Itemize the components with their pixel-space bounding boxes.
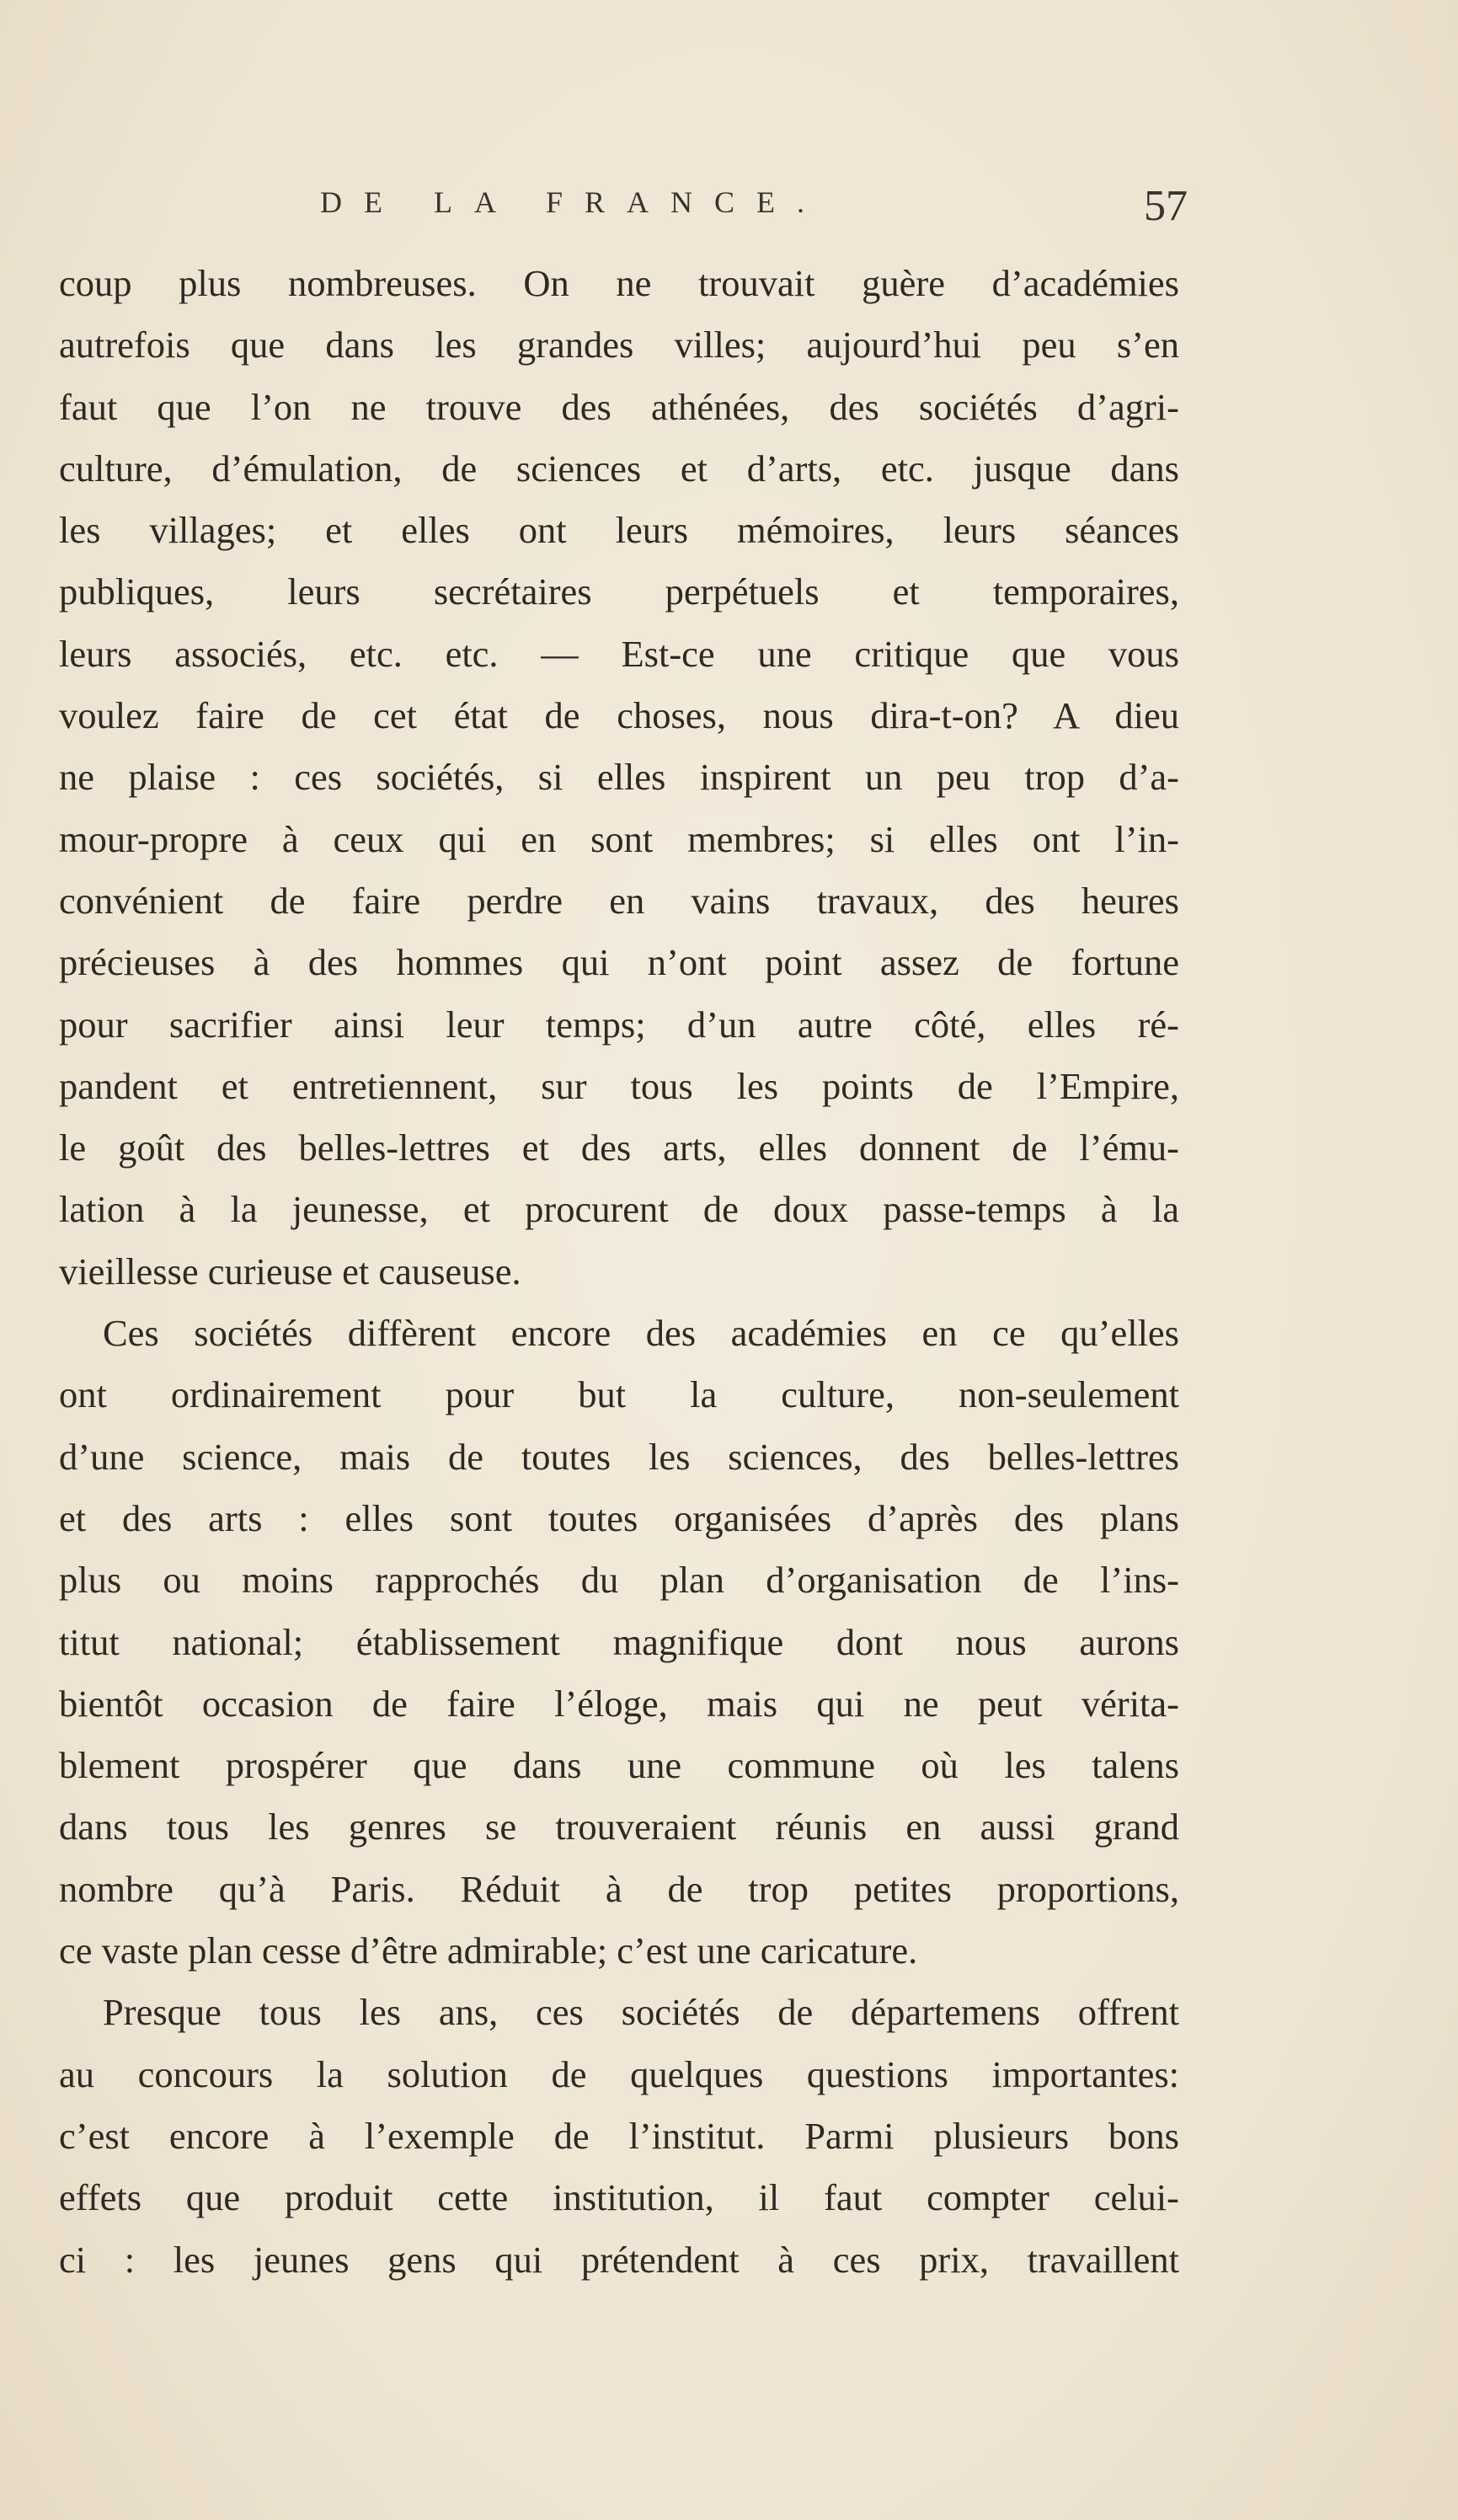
text-line: voulez faire de cet état de choses, nous dira-t-on? A dieu — [59, 694, 1179, 737]
text-line: plus ou moins rapprochés du plan d’organisation de l’ins- — [59, 1559, 1179, 1602]
text-line: autrefois que dans les grandes villes; aujourd’hui peu s’en — [59, 324, 1179, 366]
text-line: pandent et entretiennent, sur tous les points de l’Empire, — [59, 1064, 1179, 1107]
text-line: ci : les jeunes gens qui prétendent à ces prix, travaillent — [59, 2238, 1179, 2281]
text-line: mour-propre à ceux qui en sont membres; si elles ont l’in- — [59, 817, 1179, 860]
text-line: lation à la jeunesse, et procurent de doux passe-temps à la — [59, 1188, 1179, 1231]
text-line: les villages; et elles ont leurs mémoires, leurs séances — [59, 509, 1179, 552]
text-line: pour sacrifier ainsi leur temps; d’un autre côté, elles ré- — [59, 1003, 1179, 1046]
text-line: leurs associés, etc. etc. — Est-ce une critique que vous — [59, 632, 1179, 675]
text-line: nombre qu’à Paris. Réduit à de trop petites proportions, — [59, 1867, 1179, 1910]
text-line: blement prospérer que dans une commune où les talens — [59, 1744, 1179, 1787]
text-line: au concours la solution de quelques questions importantes: — [59, 2052, 1179, 2095]
text-line: Presque tous les ans, ces sociétés de départemens offrent — [103, 1991, 1179, 2034]
text-line: coup plus nombreuses. On ne trouvait guère d’académies — [59, 262, 1179, 304]
body-text — [59, 253, 1179, 2291]
text-line: d’une science, mais de toutes les sciences, des belles-lettres — [59, 1435, 1179, 1478]
page-number: 57 — [1144, 182, 1188, 230]
text-line: le goût des belles-lettres et des arts, elles donnent de l’ému- — [59, 1126, 1179, 1169]
text-line: ce vaste plan cesse d’être admirable; c’est une caricature. — [59, 1929, 918, 1972]
text-line: bientôt occasion de faire l’éloge, mais qui ne peut vérita- — [59, 1682, 1179, 1725]
text-line: Ces sociétés diffèrent encore des académies en ce qu’elles — [103, 1312, 1179, 1355]
text-line: précieuses à des hommes qui n’ont point assez de fortune — [59, 941, 1179, 984]
text-line: vieillesse curieuse et causeuse. — [59, 1249, 521, 1292]
text-line: culture, d’émulation, de sciences et d’arts, etc. jusque dans — [59, 447, 1179, 490]
text-line: ne plaise : ces sociétés, si elles inspirent un peu trop d’a- — [59, 756, 1179, 799]
text-line: publiques, leurs secrétaires perpétuels et temporaires, — [59, 570, 1179, 613]
text-line: ont ordinairement pour but la culture, non-seulement — [59, 1373, 1179, 1416]
text-line: c’est encore à l’exemple de l’institut. Parmi plusieurs bons — [59, 2114, 1179, 2157]
running-head-title: DE LA FRANCE. — [320, 185, 827, 219]
text-line: titut national; établissement magnifique dont nous aurons — [59, 1620, 1179, 1663]
text-line: faut que l’on ne trouve des athénées, des sociétés d’agri- — [59, 385, 1179, 428]
text-line: convénient de faire perdre en vains travaux, des heures — [59, 879, 1179, 922]
text-line: dans tous les genres se trouveraient réunis en aussi grand — [59, 1806, 1179, 1849]
running-head — [59, 181, 1188, 232]
text-line: et des arts : elles sont toutes organisées d’après des plans — [59, 1496, 1179, 1539]
text-line: effets que produit cette institution, il faut compter celui- — [59, 2176, 1179, 2219]
